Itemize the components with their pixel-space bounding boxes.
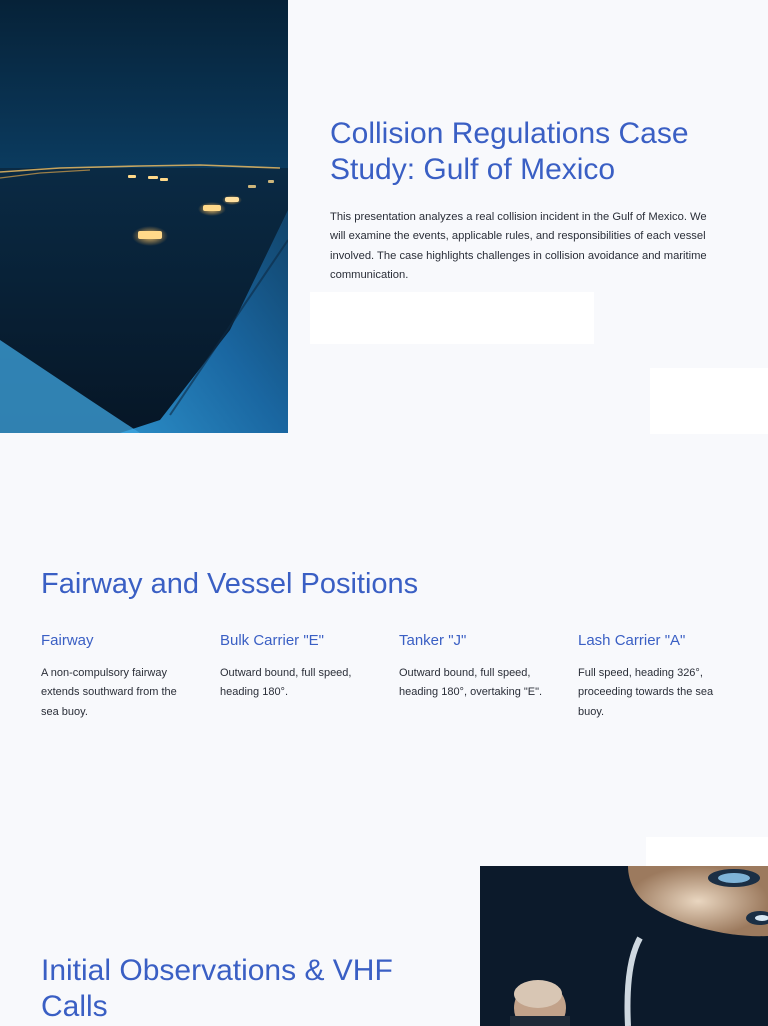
- column-heading: Fairway: [41, 632, 94, 649]
- intro-body: This presentation analyzes a real collision incident in the Gulf of Mexico. We will examine the events, applicable rules, and responsibilities of each vessel involved. The case highlights challenges in collision avoidance and maritime communication.: [330, 211, 707, 282]
- night-sea-ships-image: [0, 0, 288, 433]
- bridge-officer-photo: [480, 866, 768, 1026]
- observations-title: Initial Observations & VHF Calls: [41, 954, 393, 1023]
- column-heading: Lash Carrier "A": [578, 632, 686, 649]
- column-text: A non-compulsory fairway extends southward from the sea buoy.: [41, 667, 177, 718]
- positions-slide: [0, 433, 768, 833]
- blank-panel: [310, 292, 594, 344]
- column-text: Full speed, heading 326°, proceeding towards the sea buoy.: [578, 667, 714, 718]
- intro-title: Collision Regulations Case Study: Gulf of Mexico: [330, 117, 689, 186]
- night-sea-ships-photo: [0, 0, 288, 433]
- fairway-column: [41, 631, 191, 722]
- column-heading: Bulk Carrier "E": [220, 632, 325, 649]
- bridge-officer-image: [480, 866, 768, 1026]
- positions-title: Fairway and Vessel Positions: [41, 568, 419, 600]
- lash-carrier-column: [578, 631, 728, 722]
- observations-slide: [0, 833, 768, 1024]
- column-text: Outward bound, full speed, heading 180°.: [220, 667, 352, 699]
- column-text: Outward bound, full speed, heading 180°, overtaking "E".: [399, 667, 543, 699]
- column-heading: Tanker "J": [399, 632, 467, 649]
- blank-panel: [650, 368, 768, 434]
- blank-panel: [646, 837, 768, 867]
- bulk-carrier-column: [220, 631, 370, 703]
- tanker-column: [399, 631, 549, 703]
- intro-slide: [0, 0, 768, 433]
